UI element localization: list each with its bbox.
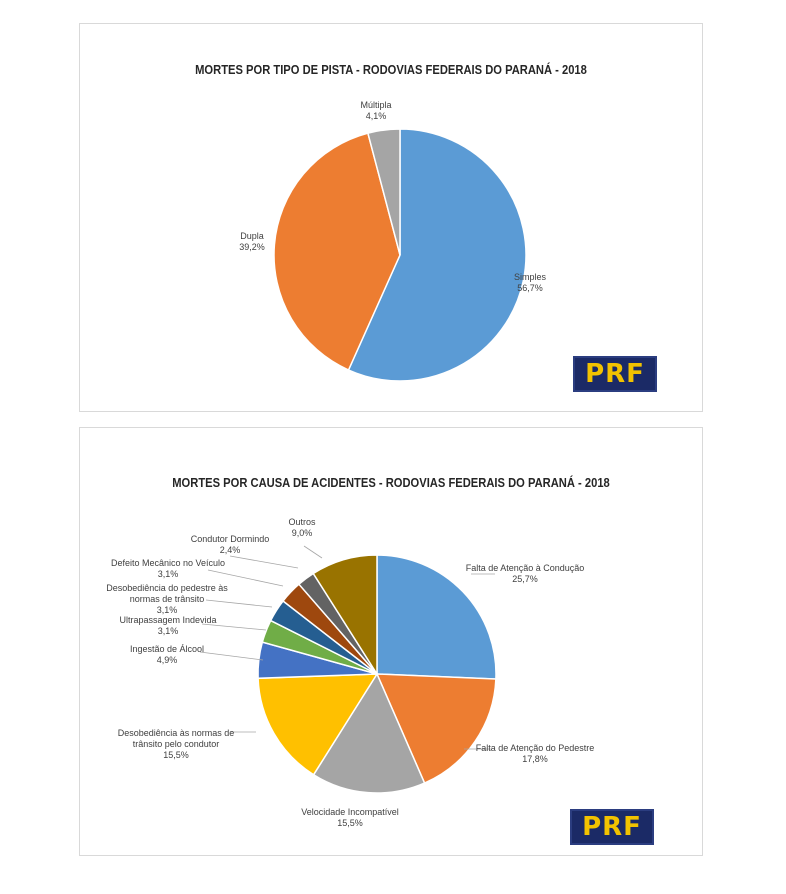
prf-logo-text: PRF <box>582 812 642 842</box>
chart-panel-causa <box>79 427 703 856</box>
prf-logo <box>570 809 654 845</box>
pie-slices <box>258 555 496 793</box>
data-label-condutor-dormindo: Condutor Dormindo 2,4% <box>190 534 270 555</box>
leader-line-ingestao-de-alcool <box>200 652 263 660</box>
data-label-dupla: Dupla 39,2% <box>239 231 265 252</box>
chart-panel-pista <box>79 23 703 412</box>
data-label-falta-de-atencao-a-conducao: Falta de Atenção à Condução 25,7% <box>465 563 585 584</box>
prf-logo <box>573 356 657 392</box>
pie-chart-pista <box>80 24 704 413</box>
leader-line-desobediencia-do-pedestre-as-normas-de-transito <box>206 600 272 607</box>
chart-title-causa: MORTES POR CAUSA DE ACIDENTES - RODOVIAS FEDERAIS DO PARANÁ - 2018 <box>172 475 610 490</box>
data-label-simples: Simples 56,7% <box>513 272 547 293</box>
prf-logo-text: PRF <box>585 359 645 389</box>
data-label-desobediencia-do-pedestre-as-normas-de-transito: Desobediência do pedestre às normas de trânsito 3,1% <box>106 583 228 615</box>
leader-line-outros <box>304 546 322 558</box>
pie-slices <box>274 129 526 381</box>
data-label-ingestao-de-alcool: Ingestão de Álcool 4,9% <box>129 644 205 665</box>
data-label-velocidade-incompativel: Velocidade Incompatível 15,5% <box>301 807 399 828</box>
data-label-multipla: Múltipla 4,1% <box>360 100 392 121</box>
data-label-falta-de-atencao-do-pedestre: Falta de Atenção do Pedestre 17,8% <box>475 743 595 764</box>
chart-title-pista: MORTES POR TIPO DE PISTA - RODOVIAS FEDERAIS DO PARANÁ - 2018 <box>195 62 587 77</box>
leader-line-condutor-dormindo <box>230 556 298 568</box>
data-label-desobediencia-as-normas-de-transito-pelo-condutor: Desobediência às normas de trânsito pelo condutor 15,5% <box>117 728 235 760</box>
data-label-ultrapassagem-indevida: Ultrapassagem Indevida 3,1% <box>119 615 217 636</box>
data-label-defeito-mecanico-no-veiculo: Defeito Mecânico no Veículo 3,1% <box>110 558 226 579</box>
pie-chart-causa <box>80 428 704 857</box>
data-label-outros: Outros 9,0% <box>288 517 316 538</box>
